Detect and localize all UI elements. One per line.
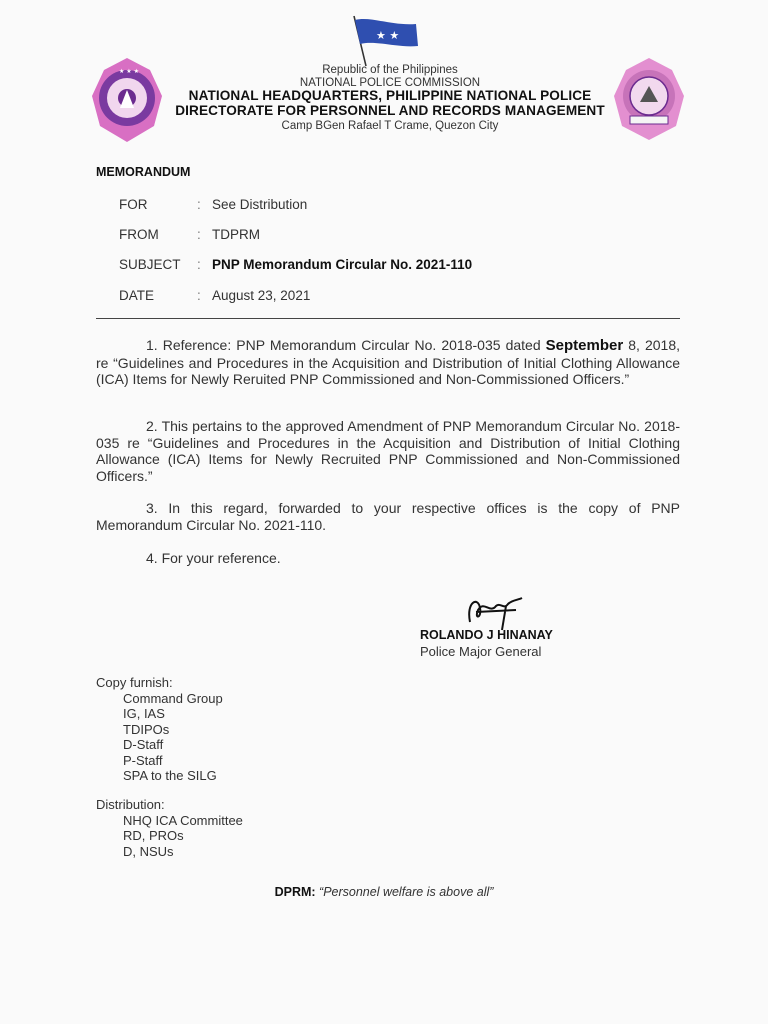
paragraph-3: 3. In this regard, forwarded to your respective offices is the copy of PNP Memorandum Circular No. 2021-110. bbox=[96, 500, 680, 533]
memo-label: DATE bbox=[119, 288, 155, 303]
svg-text:★ ★: ★ ★ bbox=[376, 29, 400, 42]
address-line: Camp BGen Rafael T Crame, Quezon City bbox=[281, 120, 499, 133]
paragraph-4: 4. For your reference. bbox=[146, 550, 281, 566]
list-item: IG, IAS bbox=[123, 706, 165, 721]
memo-title: MEMORANDUM bbox=[96, 165, 191, 179]
svg-text:★ ★ ★: ★ ★ ★ bbox=[119, 68, 139, 75]
list-item: RD, PROs bbox=[123, 828, 184, 843]
footer-label: DPRM: bbox=[274, 885, 316, 899]
memo-label: FROM bbox=[119, 227, 159, 242]
memo-label: SUBJECT bbox=[119, 257, 181, 272]
memo-page: ★ ★ ★ ★ ★ Republic of the Philippines NATIONAL POLICE COMMISSION NATIONAL HEADQUARTERS, PHILIPPINE NATIONAL POLICE DIRECTORATE FOR PERSONNEL AND RECORDS MANAGEMENT Camp BGen Rafael T Crame, Quezon City MEMORANDUM FOR : See Distribution FROM : TDPRM SUBJECT : PNP Memorandum Circular No. 2021-110 DATE : August 23, 2021 1. Reference: PNP Memorandum Circular No. 2018-035 dated September 8, 2018, re “Guidelines and Procedures in the Acquisition and Distribution of Initial Clothing Allowance (ICA) Items for Newly Reruited PNP Commissioned and Non-Commissioned Officers.” 2. This pertains to the approved Amendment of PNP Memorandum Circular No. 2018-035 re “Guidelines and Procedures in the Acquisition and Distribution of Initial Clothing Allowance (ICA) Items for Newly Recruited PNP Commissioned and Non-Commissioned Officers.” 3. In this regard, forwarded to your respective offices is the copy of PNP Memorandum Circular No. 2021-110. 4. For your reference. ROLANDO J HINANAY Police Major General Copy furnish: Command Group IG, IAS TDIPOs D-Staff P-Staff SPA to the SILG Distribution: NHQ ICA Committee RD, PROs D, NSUs DPRM: “Personnel welfare is above all” bbox=[0, 0, 768, 1024]
hq-line: NATIONAL HEADQUARTERS, PHILIPPINE NATIONAL POLICE bbox=[188, 88, 592, 104]
memo-value: TDPRM bbox=[212, 227, 260, 242]
list-heading: Copy furnish: bbox=[96, 675, 173, 690]
signatory-block bbox=[420, 627, 553, 660]
paragraph-2: 2. This pertains to the approved Amendment of PNP Memorandum Circular No. 2018-035 re “Guidelines and Procedures in the Acquisition and Distribution of Initial Clothing Allowance (ICA) Items for Newly Recruited PNP Commissioned and Non-Commissioned Officers.” bbox=[96, 418, 680, 484]
footer-quote: “Personnel welfare is above all” bbox=[319, 885, 494, 899]
signatory-rank: Police Major General bbox=[420, 643, 542, 659]
memo-label: FOR bbox=[119, 197, 148, 212]
commission-line: NATIONAL POLICE COMMISSION bbox=[299, 76, 481, 89]
directorate-line: DIRECTORATE FOR PERSONNEL AND RECORDS MANAGEMENT bbox=[175, 103, 605, 119]
copy-furnish-list bbox=[96, 675, 223, 784]
divider bbox=[96, 318, 680, 319]
list-item: P-Staff bbox=[123, 752, 163, 768]
memo-value: See Distribution bbox=[212, 197, 308, 212]
list-item: TDIPOs bbox=[123, 721, 170, 737]
flag-icon bbox=[346, 14, 422, 68]
country-line: Republic of the Philippines bbox=[322, 64, 458, 76]
signatory-name: ROLANDO J HINANAY bbox=[420, 628, 553, 642]
memo-value: PNP Memorandum Circular No. 2021-110 bbox=[212, 257, 473, 272]
list-item: Command Group bbox=[123, 690, 223, 706]
letterhead bbox=[150, 64, 630, 133]
memo-value: August 23, 2021 bbox=[212, 288, 311, 303]
list-item: NHQ ICA Committee bbox=[123, 812, 243, 828]
footer-motto bbox=[0, 885, 768, 899]
paragraph-1: 1. Reference: PNP Memorandum Circular No. 2018-035 dated September 8, 2018, re “Guidelines and Procedures in the Acquisition and Distribution of Initial Clothing Allowance (ICA) Items for Newly Reruited PNP Commissioned and Non-Commissioned Officers.” bbox=[96, 337, 680, 388]
signature bbox=[456, 592, 526, 632]
list-heading: Distribution: bbox=[96, 797, 165, 812]
distribution-list bbox=[96, 797, 243, 859]
list-item: D-Staff bbox=[123, 737, 164, 752]
list-item: D, NSUs bbox=[123, 843, 174, 859]
list-item: SPA to the SILG bbox=[123, 768, 217, 783]
